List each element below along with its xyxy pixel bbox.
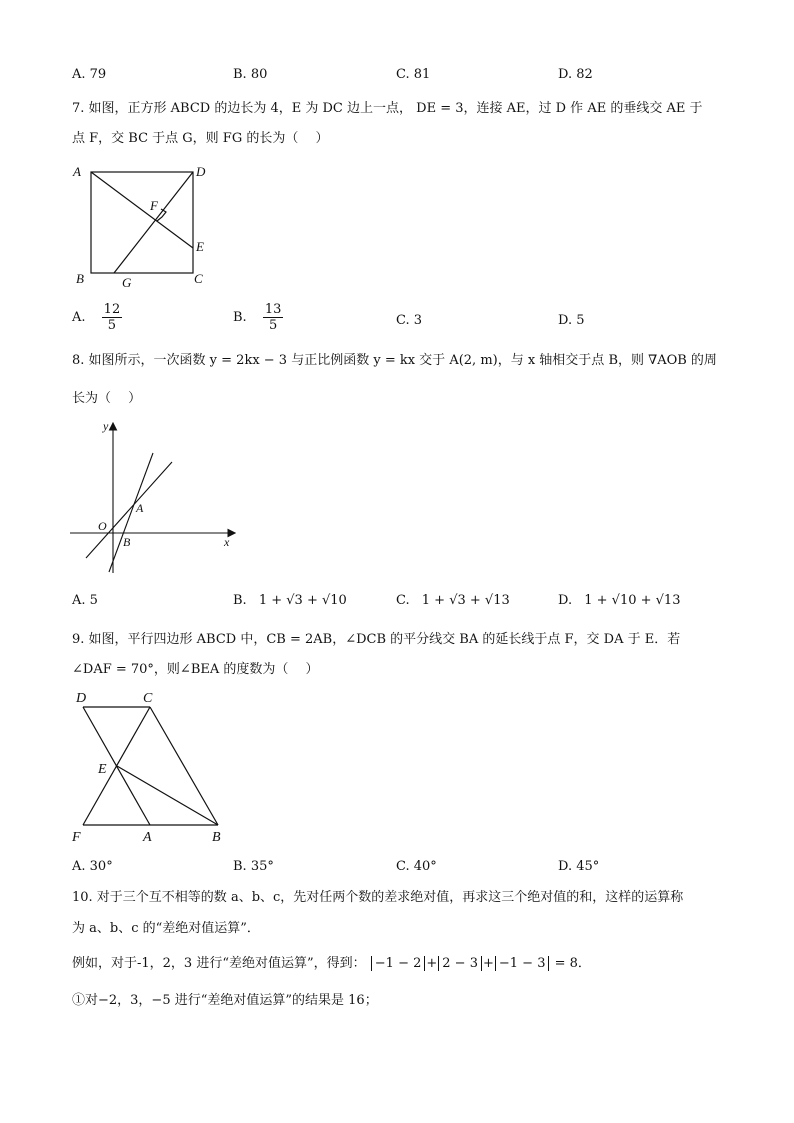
q8-option-c-label: C. <box>396 593 410 608</box>
q6-option-c: C. 81 <box>396 67 431 82</box>
label-d: D <box>76 691 87 706</box>
q10-example-prefix: 例如，对于-1，2，3 进行“差绝对值运算”，得到： <box>72 956 366 971</box>
q8-option-b-expression: 1 + √3 + √10 <box>258 593 347 608</box>
q9-stem-line2: ∠DAF = 70°，则∠BEA 的度数为（ ） <box>72 662 319 677</box>
q7-option-a-label: A. <box>72 310 86 325</box>
label-f: F <box>150 198 158 213</box>
q8-option-b <box>233 592 347 610</box>
q10-stem-line2: 为 a、b、c 的“差绝对值运算”． <box>72 921 260 936</box>
q9-parallelogram-figure <box>66 686 236 846</box>
label-x: x <box>224 535 230 549</box>
q8-option-c <box>396 592 510 610</box>
label-o: O <box>98 519 107 533</box>
q8-option-d-label: D. <box>558 593 573 608</box>
label-c: C <box>194 271 203 286</box>
abs-value-1: −1 − 2 <box>371 956 426 971</box>
q6-option-a: A. 79 <box>72 67 107 82</box>
q10-stem-line1: 10. 对于三个互不相等的数 a、b、c，先对任两个数的差求绝对值，再求这三个绝对值的和，这样的运算称 <box>72 890 684 905</box>
q7-option-b-numerator: 13 <box>264 302 282 317</box>
label-d: D <box>196 164 206 179</box>
label-b: B <box>76 271 84 286</box>
label-e: E <box>98 762 107 777</box>
q7-option-a-numerator: 12 <box>103 302 121 317</box>
segment-cb <box>150 707 218 825</box>
q6-option-d: D. 82 <box>558 67 593 82</box>
label-a: A <box>143 830 152 845</box>
q7-option-b-label: B. <box>233 310 247 325</box>
label-c: C <box>143 691 153 706</box>
label-a-point: A <box>136 501 144 515</box>
q7-option-b-fraction <box>263 302 284 333</box>
q10-example-line: 例如，对于-1，2，3 进行“差绝对值运算”，得到： −1 − 2 + 2 − 3 + −1 − 3 = 8． <box>72 956 591 971</box>
q8-option-d <box>558 592 680 610</box>
label-e: E <box>196 239 204 254</box>
q7-square-figure <box>66 160 216 290</box>
q7-option-c: C. 3 <box>396 313 423 328</box>
abs-value-3: −1 − 3 <box>495 956 550 971</box>
q8-option-c-expression: 1 + √3 + √13 <box>421 593 510 608</box>
square-abcd <box>91 172 193 273</box>
q9-option-a: A. 30° <box>72 859 113 874</box>
q6-option-b: B. 80 <box>233 67 268 82</box>
q7-option-d: D. 5 <box>558 313 585 328</box>
q7-option-b <box>233 302 283 333</box>
q8-option-a: A. 5 <box>72 593 98 608</box>
abs-value-2: 2 − 3 <box>438 956 482 971</box>
q8-option-b-label: B. <box>233 593 247 608</box>
q7-option-a-denominator: 5 <box>107 318 117 333</box>
label-y: y <box>103 419 109 433</box>
label-g: G <box>122 275 132 290</box>
q8-graph-figure <box>66 418 246 578</box>
q8-stem-line1: 8. 如图所示，一次函数 y = 2kx − 3 与正比例函数 y = kx 交于 A(2, m)，与 x 轴相交于点 B，则 ∇AOB 的周 <box>72 353 717 368</box>
label-f: F <box>72 830 81 845</box>
q10-example-result: = 8． <box>554 956 591 971</box>
label-b: B <box>212 830 221 845</box>
q8-option-d-expression: 1 + √10 + √13 <box>584 593 681 608</box>
label-b-point: B <box>123 535 131 549</box>
label-a: A <box>73 164 81 179</box>
q7-option-a <box>72 302 122 333</box>
q9-stem-line1: 9. 如图，平行四边形 ABCD 中，CB = 2AB，∠DCB 的平分线交 BA 的延长线于点 F，交 DA 于 E．若 <box>72 632 681 647</box>
segment-eb <box>117 766 218 825</box>
q7-option-b-denominator: 5 <box>268 318 278 333</box>
right-angle-mark <box>157 209 166 221</box>
q7-stem-line2: 点 F，交 BC 于点 G，则 FG 的长为（ ） <box>72 131 329 146</box>
q9-option-c: C. 40° <box>396 859 437 874</box>
q8-stem-line2: 长为（ ） <box>72 391 142 406</box>
q9-option-b: B. 35° <box>233 859 274 874</box>
q7-option-a-fraction <box>102 302 123 333</box>
segment-dg <box>114 172 193 273</box>
line-y-2kx-3 <box>109 453 153 572</box>
q7-stem-line1: 7. 如图，正方形 ABCD 的边长为 4，E 为 DC 边上一点， DE = 3，连接 AE，过 D 作 AE 的垂线交 AE 于 <box>72 101 703 116</box>
q9-option-d: D. 45° <box>558 859 600 874</box>
q10-statement-1: ①对−2，3，−5 进行“差绝对值运算”的结果是 16； <box>72 993 378 1008</box>
